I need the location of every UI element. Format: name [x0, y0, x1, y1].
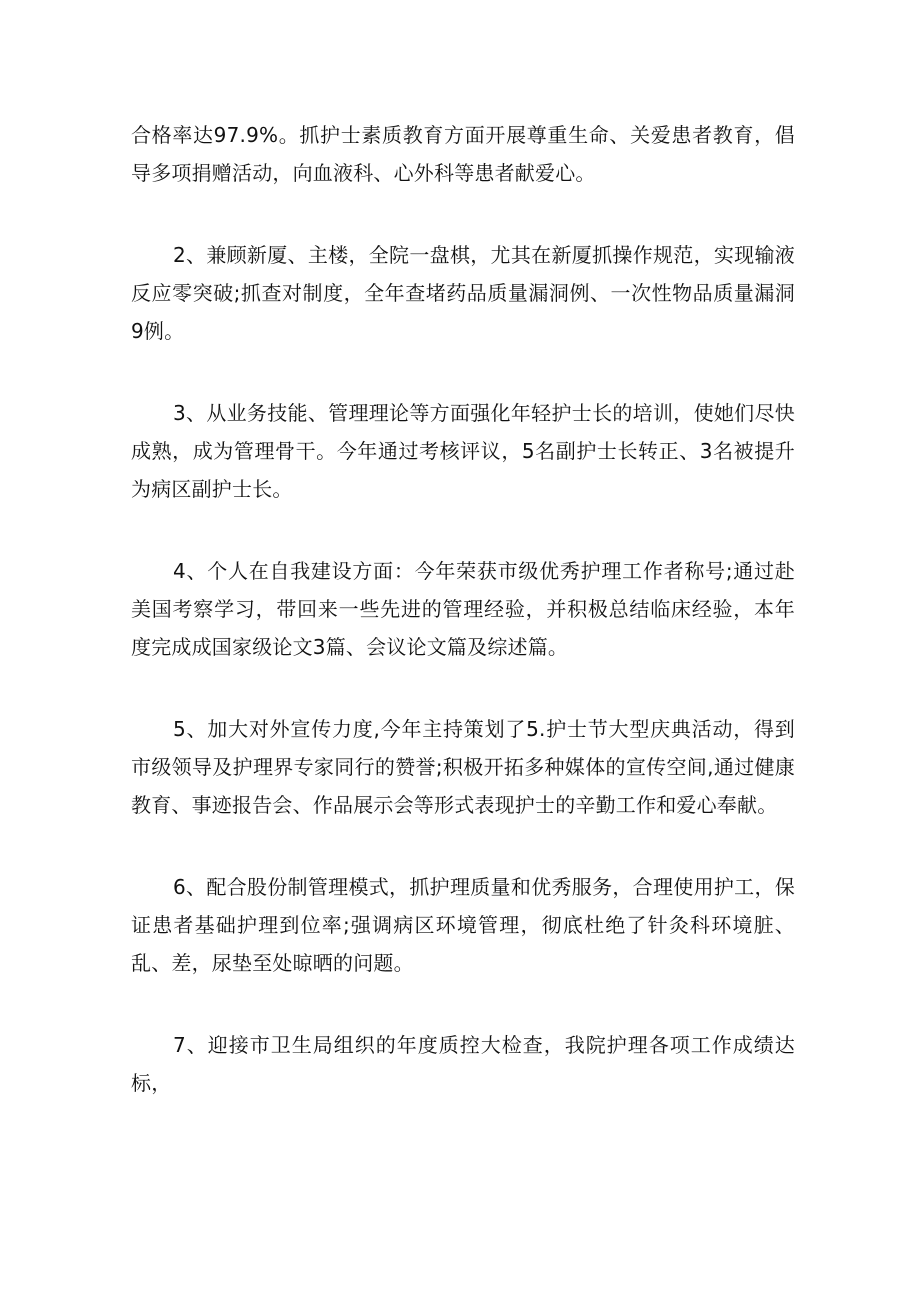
paragraph-6: 6、配合股份制管理模式，抓护理质量和优秀服务，合理使用护工，保证患者基础护理到位率;强调病区环境管理，彻底杜绝了针灸科环境脏、乱、差，尿垫至处晾晒的问题。 [131, 875, 795, 975]
paragraph-2: 2、兼顾新厦、主楼，全院一盘棋，尤其在新厦抓操作规范，实现输液反应零突破;抓查对制度，全年查堵药品质量漏洞例、一次性物品质量漏洞9例。 [131, 243, 795, 343]
paragraph-1: 合格率达97.9%。抓护士素质教育方面开展尊重生命、关爱患者教育，倡导多项捐赠活动，向血液科、心外科等患者献爱心。 [131, 123, 795, 185]
paragraph-4: 4、个人在自我建设方面：今年荣获市级优秀护理工作者称号;通过赴美国考察学习，带回来一些先进的管理经验，并积极总结临床经验，本年度完成成国家级论文3篇、会议论文篇及综述篇。 [131, 559, 795, 659]
paragraph-7: 7、迎接市卫生局组织的年度质控大检查，我院护理各项工作成绩达标， [131, 1033, 795, 1095]
document-body [131, 116, 795, 1102]
paragraph-5: 5、加大对外宣传力度,今年主持策划了5.护士节大型庆典活动，得到市级领导及护理界专家同行的赞誉;积极开拓多种媒体的宣传空间,通过健康教育、事迹报告会、作品展示会等形式表现护士的辛勤工作和爱心奉献。 [131, 717, 795, 817]
paragraph-3: 3、从业务技能、管理理论等方面强化年轻护士长的培训，使她们尽快成熟，成为管理骨干。今年通过考核评议，5名副护士长转正、3名被提升为病区副护士长。 [131, 401, 795, 501]
